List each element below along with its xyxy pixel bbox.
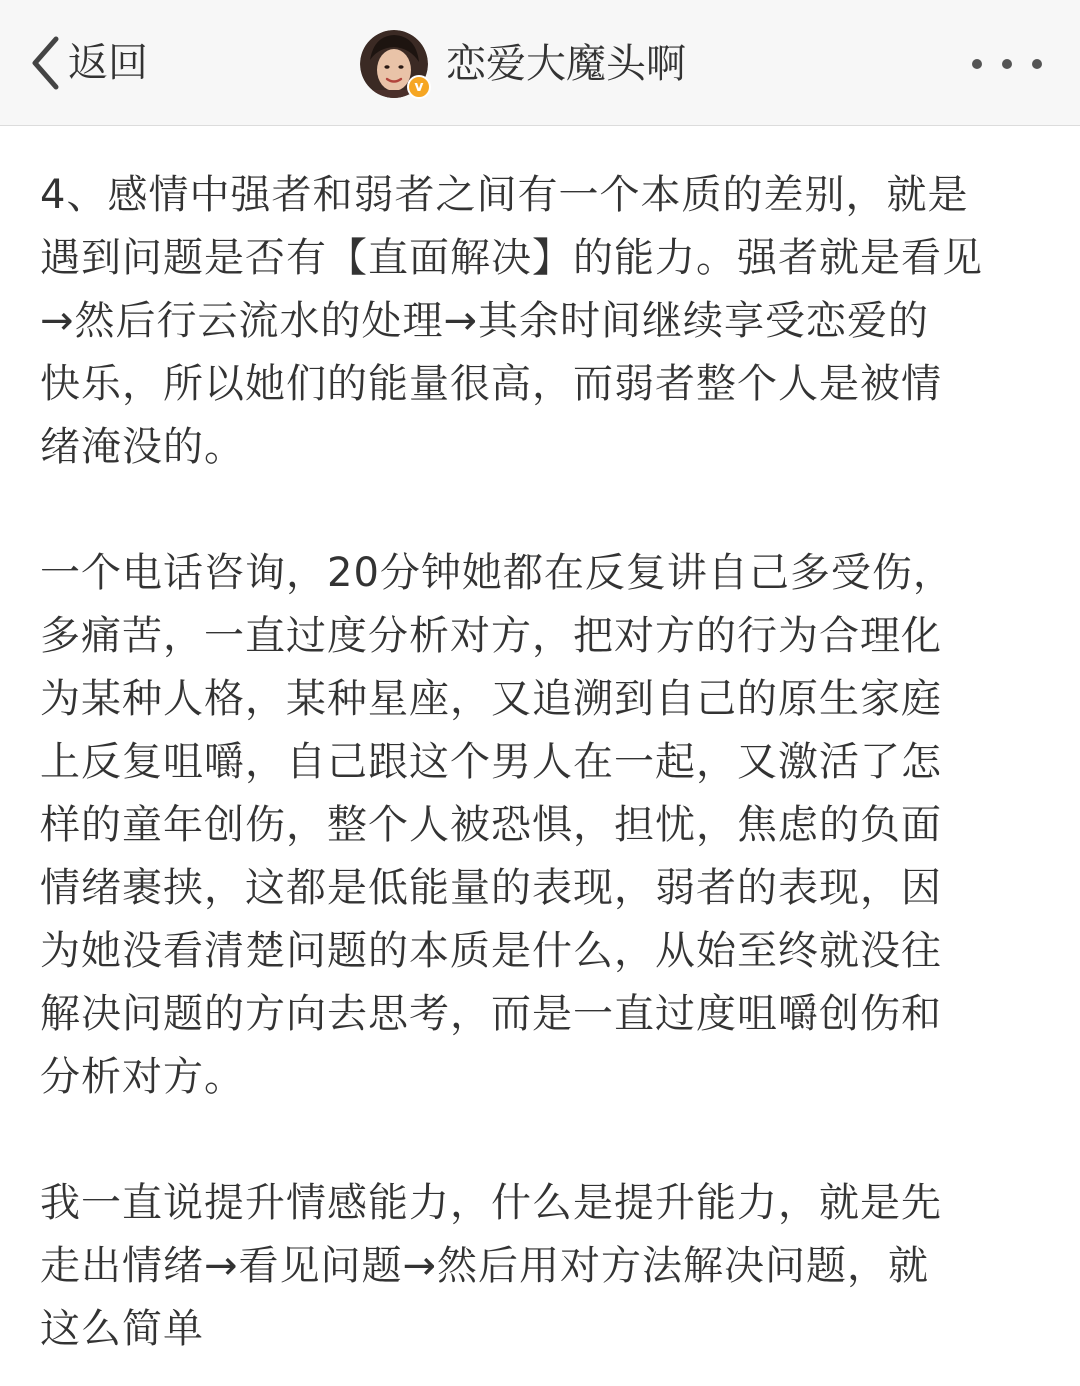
top-navigation-bar xyxy=(0,0,1080,126)
more-dot-icon xyxy=(1032,59,1042,69)
more-options-button[interactable] xyxy=(972,56,1042,72)
back-button[interactable] xyxy=(30,30,148,96)
paragraph-spacer xyxy=(40,479,1040,542)
paragraph-spacer xyxy=(40,1109,1040,1172)
chevron-left-icon xyxy=(30,35,60,91)
post-paragraph-3: 我一直说提升情感能力，什么是提升能力，就是先 走出情绪→看见问题→然后用对方法解决问题，就 这么简单 xyxy=(40,1180,942,1352)
post-paragraph-1: 4、感情中强者和弱者之间有一个本质的差别，就是 遇到问题是否有【直面解决】的能力。强者就是看见 →然后行云流水的处理→其余时间继续享受恋爱的 快乐，所以她们的能量很高，而弱者整个人是被情 绪淹没的。 xyxy=(40,172,983,470)
more-dot-icon xyxy=(1002,59,1012,69)
back-label: 返回 xyxy=(68,40,148,86)
username[interactable]: 恋爱大魔头啊 xyxy=(446,41,686,87)
post-content xyxy=(40,164,1040,1361)
verified-badge-icon: v xyxy=(407,75,431,99)
profile-header[interactable] xyxy=(360,29,686,99)
avatar[interactable] xyxy=(360,30,428,98)
post-paragraph-2: 一个电话咨询，20分钟她都在反复讲自己多受伤， 多痛苦，一直过度分析对方，把对方的行为合理化 为某种人格，某种星座，又追溯到自己的原生家庭 上反复咀嚼，自己跟这个男人在一起，又激活了怎 样的童年创伤，整个人被恐惧，担忧，焦虑的负面 情绪裹挟，这都是低能量的表现，弱者的表现，因 为她没看清楚问题的本质是什么，从始至终就没往 解决问题的方向去思考，而是一直过度咀嚼创伤和 分析对方。 xyxy=(40,550,954,1100)
more-dot-icon xyxy=(972,59,982,69)
